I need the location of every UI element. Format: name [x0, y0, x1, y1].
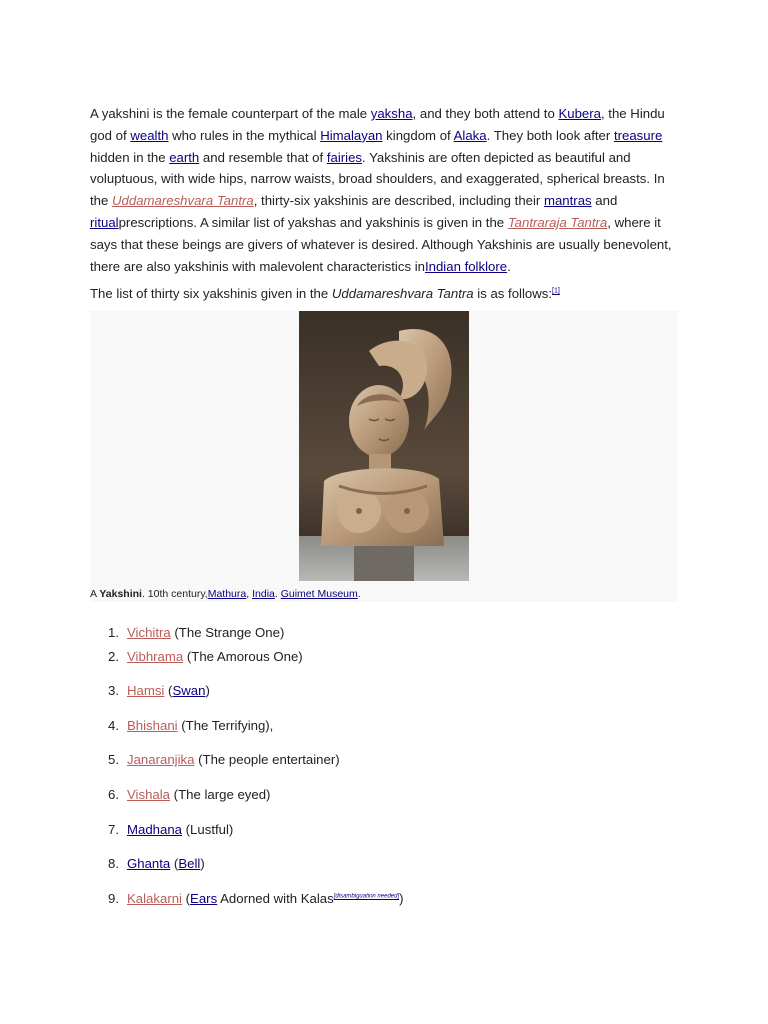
list-text: ): [205, 683, 210, 698]
text-run: .: [357, 588, 361, 600]
yakshini-sculpture-image[interactable]: [299, 311, 469, 581]
link-indian-folklore[interactable]: Indian folklore: [424, 258, 508, 274]
text-run: The list of thirty six yakshinis given in the: [90, 286, 332, 302]
link-hamsi[interactable]: Hamsi: [127, 683, 165, 698]
link-vibhrama[interactable]: Vibhrama: [127, 649, 184, 664]
link-fairies[interactable]: fairies: [326, 149, 363, 165]
list-item: [90, 680, 210, 702]
text-run: . They both look after: [486, 127, 614, 143]
link-guimet-museum[interactable]: Guimet Museum: [280, 588, 358, 600]
list-number: 9.: [108, 891, 119, 906]
text-run: hidden in the: [90, 149, 170, 165]
article-body: [90, 103, 680, 305]
list-number: 5.: [108, 752, 119, 767]
figure: [90, 311, 678, 602]
text-run: A: [90, 588, 100, 600]
list-text: (The Terrifying),: [177, 718, 274, 733]
list-number: 7.: [108, 822, 119, 837]
tantra-title: Uddamareshvara Tantra: [331, 286, 474, 302]
text-run: .: [507, 258, 511, 274]
list-text: (: [164, 683, 173, 698]
text-run: and resemble that of: [199, 149, 327, 165]
list-item: [90, 888, 404, 910]
list-item: [90, 784, 270, 806]
text-run: A yakshini is the female counterpart of the male: [90, 106, 371, 121]
list-text: ): [200, 856, 205, 871]
text-run: . Yakshinis are often depicted as beautiful and voluptuous, with wide hips, narrow waists, broad shoulders, and exaggerated, spherical breasts. In the: [90, 149, 665, 209]
disambiguation-needed-link[interactable]: [disambiguation needed]: [333, 893, 400, 900]
citation-link[interactable]: [1]: [552, 287, 560, 295]
text-run: and: [591, 193, 618, 209]
list-text: (Lustful): [182, 822, 234, 837]
list-intro: [90, 283, 680, 305]
link-bell[interactable]: Bell: [178, 856, 201, 871]
list-number: 8.: [108, 856, 119, 871]
text-run: , and they both attend to: [412, 106, 559, 121]
link-janaranjika[interactable]: Janaranjika: [127, 752, 195, 767]
link-alaka[interactable]: Alaka: [453, 127, 487, 143]
list-text: Adorned with Kalas: [217, 891, 334, 906]
text-run: kingdom of: [382, 127, 454, 143]
text-run: prescriptions. A similar list of yakshas and yakshinis is given in the: [118, 214, 508, 230]
list-text: (The large eyed): [170, 787, 271, 802]
text-run: is as follows:: [473, 286, 553, 302]
list-number: 6.: [108, 787, 119, 802]
link-himalayan[interactable]: Himalayan: [320, 127, 383, 143]
link-vishala[interactable]: Vishala: [127, 787, 171, 802]
list-text: (The Strange One): [170, 625, 285, 640]
list-number: 2.: [108, 649, 119, 664]
link-ritual[interactable]: ritual: [90, 214, 119, 230]
list-item: [90, 749, 340, 771]
list-item: [90, 646, 303, 668]
link-kubera[interactable]: Kubera: [558, 106, 601, 121]
text-run: .: [274, 588, 281, 600]
list-item: [90, 853, 205, 875]
description-paragraph: [90, 103, 680, 277]
text-run: , the Hindu god of: [90, 106, 665, 143]
link-uddamareshvara-tantra[interactable]: Uddamareshvara Tantra: [112, 193, 254, 209]
text-run: , where it says that these beings are givers of whatever is desired. Although Yakshinis are usually benevolent, there are also yakshinis with malevolent characteristics in: [90, 214, 672, 274]
text-run: , thirty-six yakshinis are described, including their: [253, 193, 544, 209]
list-number: 4.: [108, 718, 119, 733]
link-swan[interactable]: Swan: [172, 683, 206, 698]
list-item: [90, 715, 273, 737]
list-number: 3.: [108, 683, 119, 698]
link-mantras[interactable]: mantras: [543, 193, 592, 209]
link-tantraraja-tantra[interactable]: Tantraraja Tantra: [507, 214, 608, 230]
list-text: (The people entertainer): [194, 752, 340, 767]
list-text: (: [181, 891, 191, 906]
link-treasure[interactable]: treasure: [613, 127, 663, 143]
list-text: ): [399, 891, 404, 906]
list-item: [90, 622, 284, 644]
link-mathura[interactable]: Mathura: [207, 588, 247, 600]
text-run: who rules in the mythical: [168, 127, 321, 143]
list-item: [90, 819, 233, 841]
link-madhana[interactable]: Madhana: [127, 822, 182, 837]
link-india[interactable]: India: [252, 588, 275, 600]
link-bhishani[interactable]: Bhishani: [127, 718, 178, 733]
link-wealth[interactable]: wealth: [130, 127, 169, 143]
text-run: . 10th century,: [141, 588, 208, 600]
caption-subject: Yakshini: [99, 588, 142, 600]
figure-caption: [90, 587, 361, 601]
list-text: (: [170, 856, 179, 871]
text-run: ,: [246, 588, 253, 600]
link-vichitra[interactable]: Vichitra: [127, 625, 171, 640]
list-text: (The Amorous One): [183, 649, 303, 664]
list-number: 1.: [108, 625, 119, 640]
link-earth[interactable]: earth: [169, 149, 200, 165]
link-ghanta[interactable]: Ghanta: [127, 856, 171, 871]
link-kalakarni[interactable]: Kalakarni: [127, 891, 182, 906]
link-yaksha[interactable]: yaksha: [370, 106, 413, 121]
link-ears[interactable]: Ears: [190, 891, 218, 906]
